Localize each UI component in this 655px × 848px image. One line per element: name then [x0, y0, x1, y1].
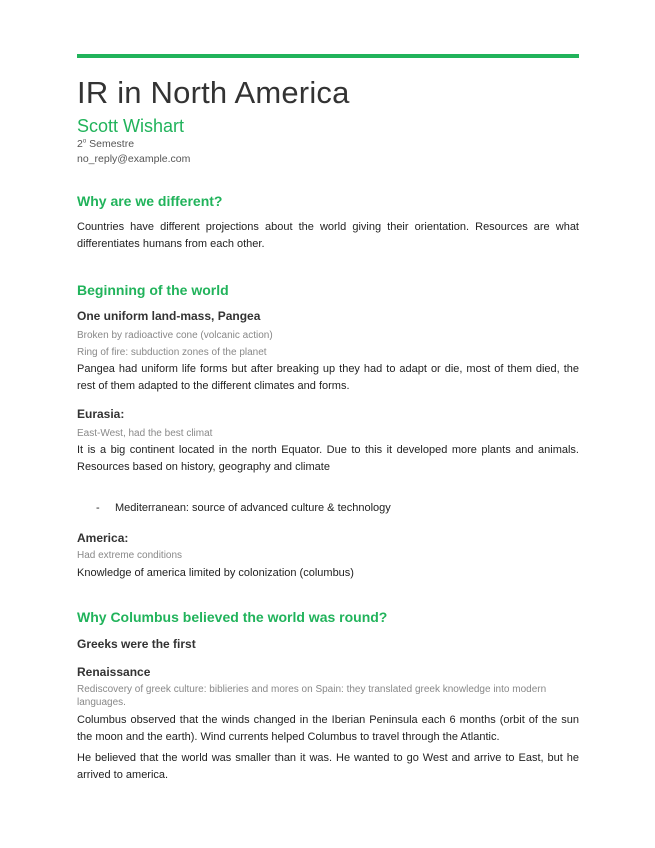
- paragraph-eurasia: It is a big continent located in the north Equator. Due to this it developed more plants and animals. Resources based on history, geography and climate: [77, 444, 579, 473]
- heading-columbus: Why Columbus believed the world was round?: [77, 609, 388, 625]
- subheading-greeks: Greeks were the first: [77, 637, 196, 651]
- note-eurasia: East-West, had the best climat: [77, 428, 213, 439]
- semester-line: [77, 138, 134, 150]
- note-pangea-2: Ring of fire: subduction zones of the planet: [77, 347, 267, 358]
- subheading-renaissance: Renaissance: [77, 665, 151, 679]
- header-rule: [77, 54, 579, 58]
- semester-number: 2: [77, 138, 83, 150]
- semester-superscript: o: [82, 138, 87, 145]
- paragraph-pangea: Pangea had uniform life forms but after breaking up they had to adapt or die, most of them died, the rest of them adapted to the different climates and forms.: [77, 363, 579, 392]
- note-pangea-1: Broken by radioactive cone (volcanic action): [77, 330, 273, 341]
- note-renaissance: Rediscovery of greek culture: biblieries and mores on Spain: they translated greek knowledge into modern languages.: [77, 684, 547, 708]
- bullet-dash: -: [96, 502, 100, 514]
- bullet-text: Mediterranean: source of advanced culture & technology: [115, 502, 391, 514]
- subheading-pangea: One uniform land-mass, Pangea: [77, 309, 261, 323]
- heading-why-different: Why are we different?: [77, 193, 223, 209]
- semester-label: Semestre: [86, 138, 135, 150]
- subheading-america: America:: [77, 531, 129, 545]
- paragraph-columbus-winds: Columbus observed that the winds changed in the Iberian Peninsula each 6 months (orbit of the sun the moon and the earth). Wind currents helped Columbus to travel through the Atlantic.: [77, 714, 579, 743]
- email-address: no_reply@example.com: [77, 153, 191, 165]
- author-name: Scott Wishart: [77, 116, 185, 136]
- doc-title: IR in North America: [77, 75, 350, 110]
- list-item: [77, 502, 579, 518]
- paragraph-columbus-belief: He believed that the world was smaller than it was. He wanted to go West and arrive to East, but he arrived to america.: [77, 752, 579, 781]
- subheading-eurasia: Eurasia:: [77, 407, 125, 421]
- paragraph-why-different: Countries have different projections about the world giving their orientation. Resources are what differentiates humans from each other.: [77, 221, 579, 250]
- note-america: Had extreme conditions: [77, 550, 183, 561]
- paragraph-america: Knowledge of america limited by colonization (columbus): [77, 567, 354, 579]
- heading-beginning: Beginning of the world: [77, 282, 229, 298]
